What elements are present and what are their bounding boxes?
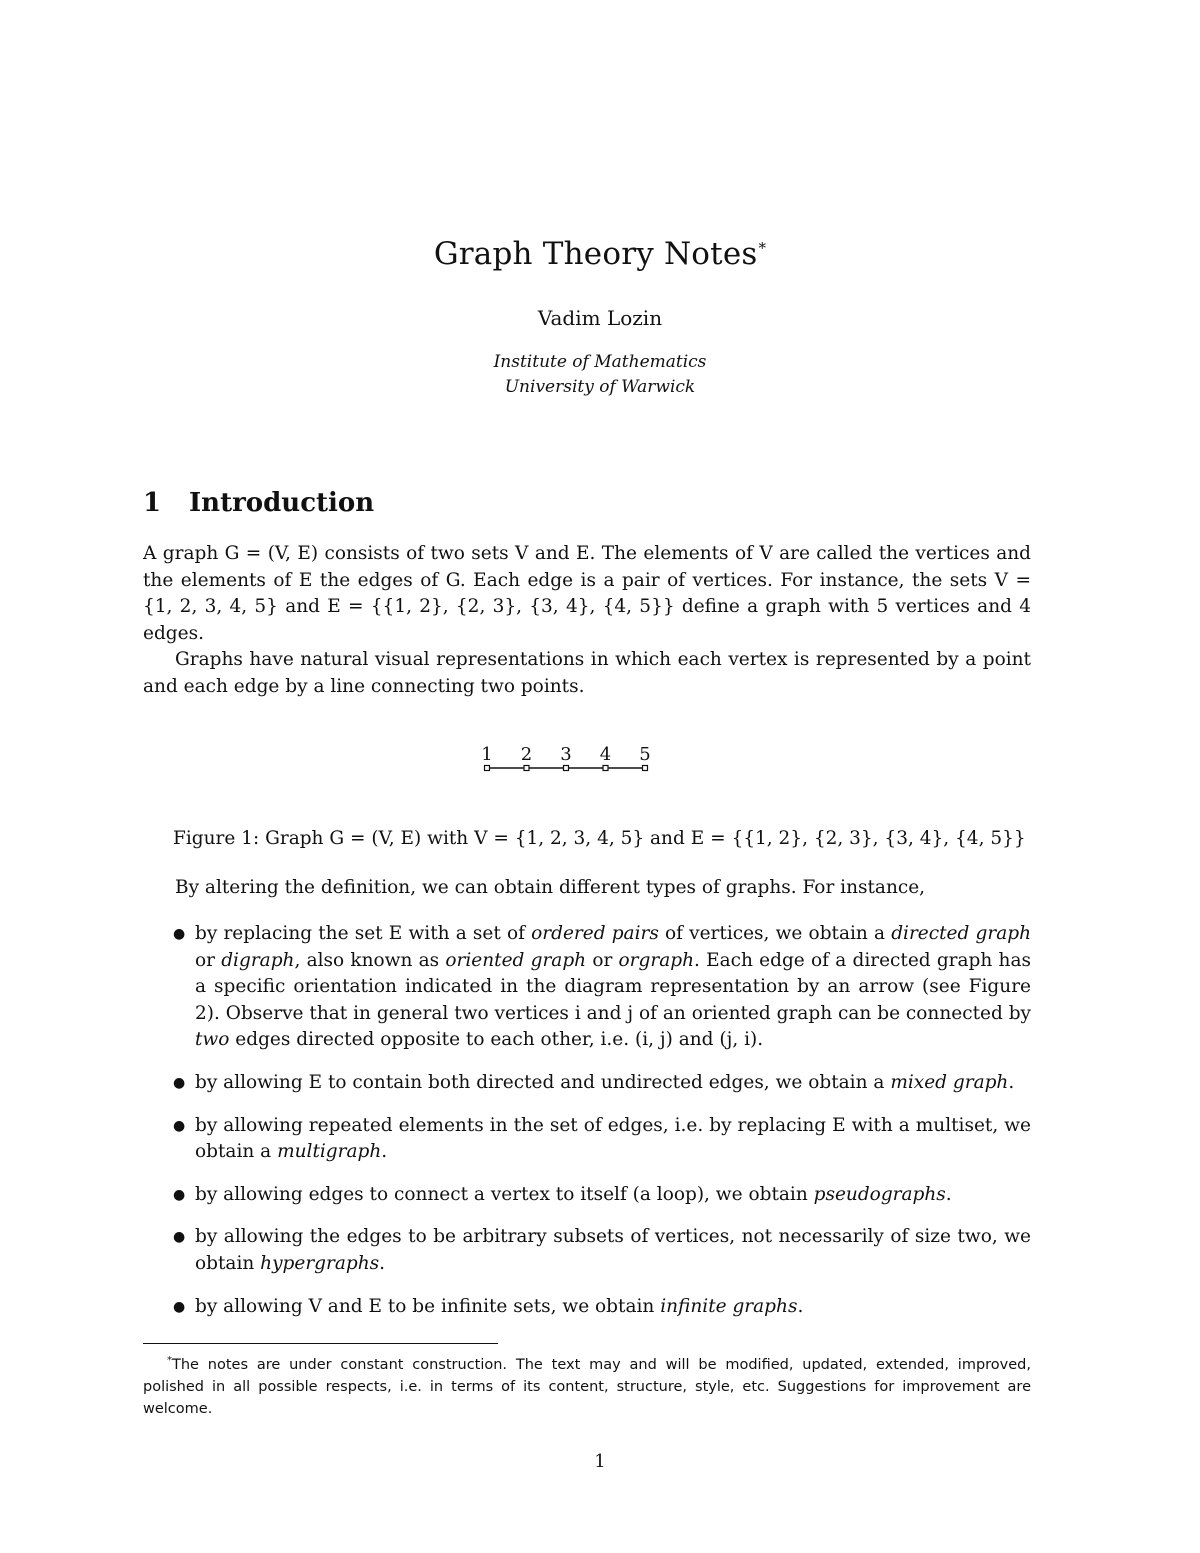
figure-path-graph xyxy=(470,740,670,776)
paragraph-visual: Graphs have natural visual representations in which each vertex is represented by a point and each edge by a line connecting two points. xyxy=(143,649,1031,697)
author-name: Vadim Lozin xyxy=(537,306,663,330)
section-title: Introduction xyxy=(189,488,375,518)
figure-caption: Figure 1: Graph G = (V, E) with V = {1, 2, 3, 4, 5} and E = {{1, 2}, {2, 3}, {3, 4}, {4, 5}} xyxy=(173,828,1026,849)
vertex-label-5: 5 xyxy=(639,744,651,765)
list-item-directed: ● by replacing the set E with a set of ordered pairs of vertices, we obtain a directed graph or digraph, also known as oriented graph or orgraph. Each edge of a directed graph has a specific orientation indicated in the diagram representation by an arrow (see Figure 2). Observe that in general two vertices i and j of an oriented graph can be connected by two edges directed opposite to each other, i.e. (i, j) and (j, i). xyxy=(173,923,1031,1051)
bullet-icon: ● xyxy=(173,1186,186,1203)
list-item-pseudograph: ● by allowing edges to connect a vertex to itself (a loop), we obtain pseudographs. xyxy=(195,1182,1031,1209)
vertex-label-3: 3 xyxy=(560,744,572,765)
list-item-mixed: ● by allowing E to contain both directed and undirected edges, we obtain a mixed graph. xyxy=(195,1070,1031,1097)
affiliation-institute: Institute of Mathematics xyxy=(493,352,707,372)
list-item-infinite: ● by allowing V and E to be infinite sets, we obtain infinite graphs. xyxy=(195,1294,1031,1321)
vertex-4 xyxy=(603,766,608,771)
vertex-5 xyxy=(643,766,648,771)
vertex-label-2: 2 xyxy=(520,744,533,765)
bullet-icon: ● xyxy=(173,1298,186,1315)
vertex-1 xyxy=(485,766,490,771)
footnote xyxy=(143,1350,1031,1420)
section-number: 1 xyxy=(143,488,162,518)
lead-in-text: By altering the definition, we can obtain different types of graphs. For instance, xyxy=(175,877,926,898)
paper-title: Graph Theory Notes* xyxy=(433,236,767,272)
section-heading xyxy=(143,488,374,518)
graph-types-list xyxy=(173,921,1031,1336)
bullet-icon: ● xyxy=(173,1074,186,1091)
vertex-label-1: 1 xyxy=(481,744,493,765)
bullet-icon: ● xyxy=(173,1229,186,1246)
list-item-multigraph: ● by allowing repeated elements in the set of edges, i.e. by replacing E with a multiset, we obtain a multigraph. xyxy=(173,1114,1031,1163)
footnote-rule xyxy=(143,1343,498,1344)
paragraph-definition: A graph G = (V, E) consists of two sets V and E. The elements of V are called the vertices and the elements of E the edges of G. Each edge is a pair of vertices. For instance, the sets V = {1, 2, 3, 4, 5} and E = {{1, 2}, {2, 3}, {3, 4}, {4, 5}} define a graph with 5 vertices and 4 edges. xyxy=(143,543,1031,644)
vertex-2 xyxy=(524,766,529,771)
bullet-icon: ● xyxy=(173,926,186,942)
page-number: 1 xyxy=(594,1451,606,1472)
affiliation-university: University of Warwick xyxy=(504,377,696,397)
vertex-3 xyxy=(564,766,569,771)
footnote-text: The notes are under constant construction. The text may and will be modified, updated, extended, improved, polished in all possible respects, i.e. in terms of its content, structure, style, etc. Suggestions for improvement are welcome. xyxy=(143,1356,1031,1417)
bullet-icon: ● xyxy=(173,1117,186,1134)
title-footnote-mark: * xyxy=(758,238,767,257)
vertex-label-4: 4 xyxy=(599,744,612,765)
list-item-hypergraph: ● by allowing the edges to be arbitrary subsets of vertices, not necessarily of size two, we obtain hypergraphs. xyxy=(173,1226,1031,1274)
footnote-mark: * xyxy=(167,1355,172,1366)
